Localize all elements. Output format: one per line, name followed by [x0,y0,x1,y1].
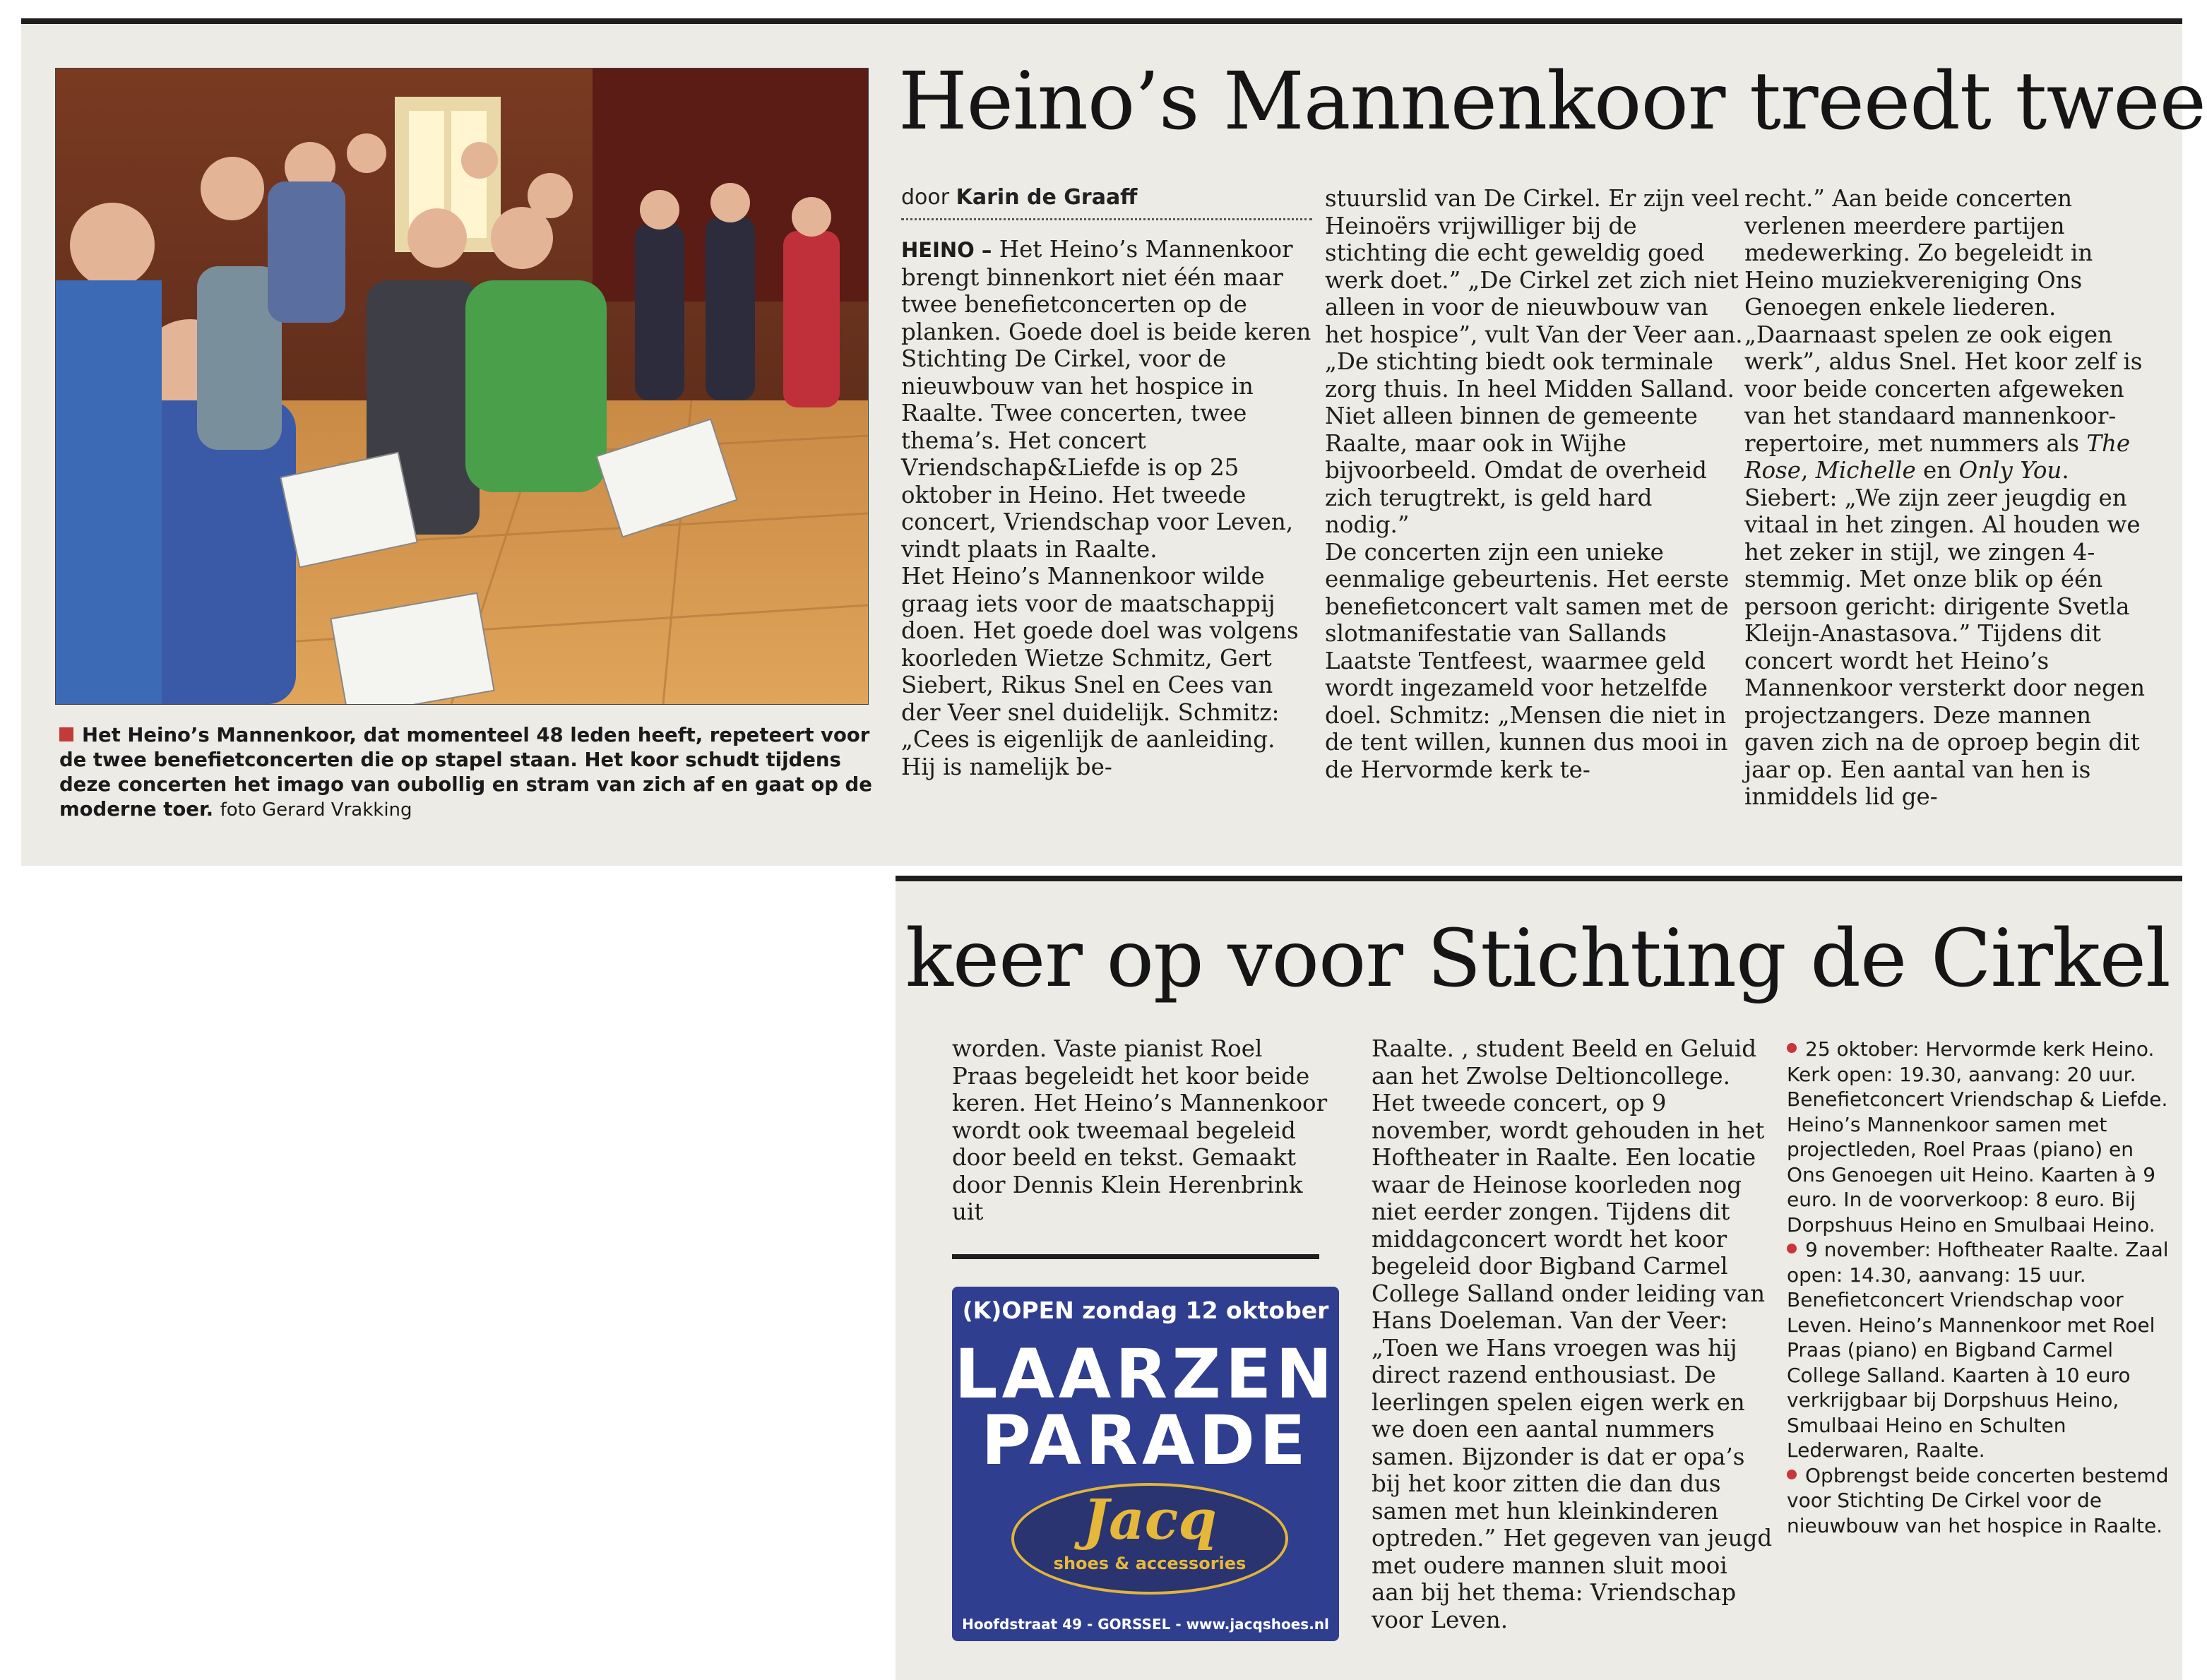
concert-info-text: 9 november: Hoftheater Raalte. Zaal open: 14.30, aanvang: 15 uur. Benefietconcert Vriendschap voor Leven. Heino’s Mannenkoor met Roel Praas (piano) en Bigband Carmel College Salland. Kaarten à 10 euro verkrijgbaar bij Dorpshuus Heino, Smulbaai Heino en Schulten Lederwaren, Raalte. [1787,1238,2169,1462]
photo-credit: foto Gerard Vrakking [220,799,412,821]
headline-line-2: keer op voor Stichting de Cirkel [905,913,2170,1005]
ad-title-laarzen: LAARZEN [954,1335,1337,1414]
dateline: HEINO – [901,238,992,262]
byline-author: Karin de Graaff [956,185,1138,210]
concert-info-item [1787,1237,2172,1463]
headline-line-1: Heino’s Mannenkoor treedt twee [898,56,2206,148]
choir-photo [55,68,869,705]
article-clipping-bottom [896,876,2182,1680]
article-column-1 [901,236,1315,780]
byline-prefix: door [901,185,950,210]
ad-address: Hoofdstraat 49 - GORSSEL - www.jacqshoes.nl [962,1616,1329,1633]
caption-text: Het Heino’s Mannenkoor, dat momenteel 48 leden heeft, repeteert voor de twee benefietconcerten die op stapel staan. Het koor schudt tijdens deze concerten het imago van oubollig en stram van zich af en gaat op de moderne toer. [59,724,872,821]
bullet-icon [1787,1043,1797,1053]
article-col4-para: worden. Vaste pianist Roel Praas begeleidt het koor beide keren. Het Heino’s Mannenkoor wordt ook tweemaal begeleid door beeld en tekst. Gemaakt door Dennis Klein Herenbrink uit [952,1035,1328,1225]
article-col3-text-b: . Siebert: „We zijn zeer jeugdig en vitaal in het zingen. Al houden we het zeker in stijl, we zingen 4-stemmig. Met onze blik op één persoon gericht: dirigente Svetla Kleijn-Anastasova.” Tijdens dit concert wordt het Heino’s Mannenkoor versterkt door negen projectzangers. Deze mannen gaven zich na de oproep begin dit jaar op. Een aantal van hen is inmiddels lid ge- [1744,457,2146,810]
song-title-the-rose: The Rose [1744,429,2131,484]
article-column-5 [1372,1035,1774,1633]
ad-title-parade: PARADE [981,1401,1310,1480]
article-clipping-top [21,18,2206,866]
ad-brand-logo [1011,1483,1288,1595]
byline [901,185,1312,220]
top-rule [21,18,2182,24]
bottom-rule [896,876,2182,881]
article-column-3 [1744,185,2154,811]
article-col1-para2: Het Heino’s Mannenkoor wilde graag iets voor de maatschappij doen. Het goede doel was volgens koorleden Wietze Schmitz, Gert Siebert, Rikus Snel en Cees van der Veer snel duidelijk. Schmitz: „Cees is eigenlijk de aanleiding. Hij is namelijk be- [901,563,1299,780]
ad-brand-name: Jacq [1083,1488,1217,1552]
article-column-2 [1325,185,1743,783]
song-title-michelle: Michelle [1815,457,1916,484]
song-title-only-you: Only You [1958,457,2062,484]
ad-brand-tagline: shoes & accessories [1053,1554,1247,1573]
concert-info-text: Opbrengst beide concerten bestemd voor Stichting De Cirkel voor de nieuwbouw van het hospice in Raalte. [1787,1463,2169,1537]
advertisement-laarzen-parade [952,1287,1339,1641]
article-col5-para: Raalte. , student Beeld en Geluid aan het Zwolse Deltioncollege. Het tweede concert, op 9 november, wordt gehouden in het Hoftheater in Raalte. Een locatie waar de Heinose koorleden nog niet eerder zongen. Tijdens dit middagconcert wordt het koor begeleid door Bigband Carmel College Salland onder leiding van Hans Doeleman. Van der Veer: „Toen we Hans vroegen was hij direct razend enthousiast. De leerlingen spelen eigen werk en we doen een aantal nummers samen. Bijzonder is dat er opa’s bij het koor zitten die dan dus samen met hun kleinkinderen optreden.” Het gegeven van jeugd met oudere mannen sluit mooi aan bij het thema: Vriendschap voor Leven. [1372,1035,1773,1633]
ad-open-date: (K)OPEN zondag 12 oktober [962,1297,1329,1324]
article-col3-para: recht.” Aan beide concerten verlenen meerdere partijen medewerking. Zo begeleidt in Heino muziekvereniging Ons Genoegen enkele liederen. „Daarnaast spelen ze ook eigen werk”, aldus Snel. Het koor zelf is voor beide concerten afgeweken van het standaard mannenkoor-repertoire, met nummers als The Rose, Michelle en Only You. Siebert: „We zijn zeer jeugdig en vitaal in het zingen. Al houden we het zeker in stijl, we zingen 4-stemmig. Met onze blik op één persoon gericht: dirigente Svetla Kleijn-Anastasova.” Tijdens dit concert wordt het Heino’s Mannenkoor versterkt door negen projectzangers. Deze mannen gaven zich na de oproep begin dit jaar op. Een aantal van hen is inmiddels lid ge- [1744,185,2146,810]
article-col3-and: en [1923,457,1952,484]
article-col2-para2: De concerten zijn een unieke eenmalige gebeurtenis. Het eerste benefietconcert valt samen met de slotmanifestatie van Sallands Laatste Tentfeest, waarmee geld wordt ingezameld voor hetzelfde doel. Schmitz: „Mensen die niet in de tent willen, kunnen dus mooi in de Hervormde kerk te- [1325,538,1730,783]
ad-divider [952,1254,1319,1259]
concert-info-box [1787,1037,2172,1538]
article-col2-para1: stuurslid van De Cirkel. Er zijn veel Heinoërs vrijwilliger bij de stichting die echt geweldig goed werk doet.” „De Cirkel zet zich niet alleen in voor de nieuwbouw van het hospice”, vult Van der Veer aan. „De stichting biedt ook terminale zorg thuis. In heel Midden Salland. Niet alleen binnen de gemeente Raalte, maar ook in Wijhe bijvoorbeeld. Omdat de overheid zich terugtrekt, is geld hard nodig.” [1325,185,1743,538]
concert-info-text: 25 oktober: Hervormde kerk Heino. Kerk open: 19.30, aanvang: 20 uur. Benefietconcert Vriendschap & Liefde. Heino’s Mannenkoor samen met projectleden, Roel Praas (piano) en Ons Genoegen uit Heino. Kaarten à 9 euro. In de voorverkoop: 8 euro. Bij Dorpshuus Heino en Smulbaai Heino. [1787,1037,2168,1237]
article-column-4 [952,1035,1333,1226]
bullet-icon [1787,1470,1797,1479]
photo-caption [59,723,879,823]
bullet-icon [1787,1244,1797,1253]
caption-marker-icon [59,727,73,741]
article-col1-para1-text: Het Heino’s Mannenkoor brengt binnenkort niet één maar twee benefietconcerten op de planken. Goede doel is beide keren Stichting De Cirkel, voor de nieuwbouw van het hospice in Raalte. Twee concerten, twee thema’s. Het concert Vriendschap&Liefde is op 25 oktober in Heino. Het tweede concert, Vriendschap voor Leven, vindt plaats in Raalte. [901,236,1311,563]
choir-photo-icon [56,68,868,704]
concert-info-item [1787,1037,2172,1237]
article-col3-text-a: recht.” Aan beide concerten verlenen meerdere partijen medewerking. Zo begeleidt in Heino muziekvereniging Ons Genoegen enkele liederen. „Daarnaast spelen ze ook eigen werk”, aldus Snel. Het koor zelf is voor beide concerten afgeweken van het standaard mannenkoor-repertoire, met nummers als [1744,185,2143,457]
article-col1-para1 [901,236,1315,563]
concert-info-item [1787,1463,2172,1539]
